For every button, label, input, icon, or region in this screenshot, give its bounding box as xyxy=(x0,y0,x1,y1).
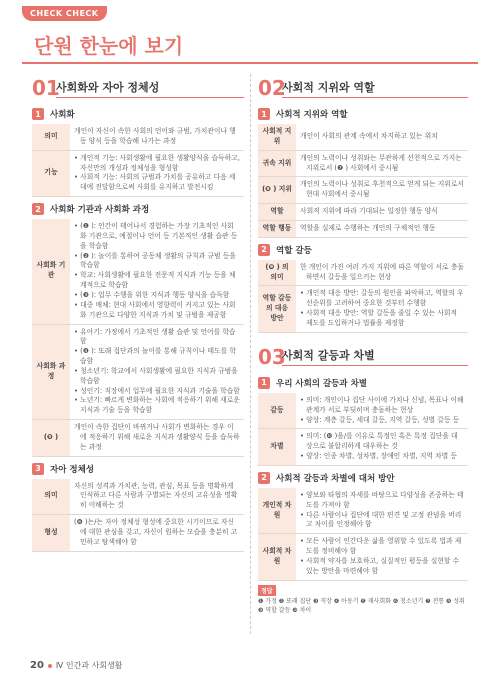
table-row xyxy=(32,324,244,420)
content-list xyxy=(300,154,464,174)
summary-table xyxy=(258,124,468,238)
list-item: 개인이 사회의 관계 속에서 차지하고 있는 위치 xyxy=(300,131,438,140)
subsection-header xyxy=(32,203,244,215)
list-item: • (❶ ): 인간이 태어나서 경험하는 가장 기초적인 사회화 기관으로, 예절이나 언어 등 기본적인 생활 습관 등을 학습함 xyxy=(74,222,238,250)
row-label: 역할 xyxy=(258,204,296,221)
row-content xyxy=(296,204,468,221)
row-content xyxy=(70,479,244,515)
table-row xyxy=(32,420,244,457)
list-item: 개인이 자신이 속한 사회의 언어와 규범, 가치관이나 행동 양식 등을 학습해 나가는 과정 xyxy=(74,127,236,145)
title-divider xyxy=(22,62,478,64)
list-item: 개인의 노력이나 성취로 후천적으로 얻게 되는 지위로서 현대 사회에서 중시됨 xyxy=(300,180,464,199)
list-item: • 다른 사람이나 집단에 대한 편견 및 고정 관념을 버리고 차이를 인정해야 함 xyxy=(300,510,462,529)
row-label: 기능 xyxy=(32,150,70,196)
row-label: 귀속 지위 xyxy=(258,150,296,177)
row-content xyxy=(70,324,244,420)
content-list xyxy=(74,423,240,453)
row-label: (❽ ) 지위 xyxy=(258,177,296,204)
list-item: • 노년기: 빠르게 변화하는 사회에 적응하기 위해 새로운 지식과 기술 등을 학습함 xyxy=(74,396,240,415)
row-label: 역할 행동 xyxy=(258,220,296,237)
table-row xyxy=(258,177,468,204)
answer-key xyxy=(258,585,468,614)
table-row xyxy=(32,124,244,150)
list-item: • 학교: 사회생활에 필요한 전문적 지식과 기능 등을 체계적으로 학습함 xyxy=(74,271,236,290)
summary-table xyxy=(258,488,468,581)
row-content xyxy=(296,534,468,580)
content-list xyxy=(300,289,464,328)
list-item: • 유아기: 가정에서 기초적인 생활 습관 및 언어를 학습함 xyxy=(74,327,236,346)
subsection-number: 1 xyxy=(32,108,44,120)
list-item: • 의미: 개인이나 집단 사이에 가치나 신념, 목표나 이해관계가 서로 부딪히며 충돌하는 현상 xyxy=(300,395,464,414)
content-list xyxy=(300,263,464,283)
row-label: 형성 xyxy=(32,515,70,552)
footer-dot-icon xyxy=(48,664,52,668)
section-title: 사회적 지위와 역할 xyxy=(282,79,468,98)
subsection-header xyxy=(258,244,468,256)
left-subsections xyxy=(32,108,244,552)
row-content xyxy=(296,429,468,466)
subsection-header xyxy=(258,377,468,389)
table-row xyxy=(258,150,468,177)
table-row xyxy=(258,393,468,429)
left-column xyxy=(32,68,244,552)
right-subsections-02 xyxy=(258,108,468,333)
subsection-title: 사회화 기관과 사회화 과정 xyxy=(50,205,150,216)
row-label: 사회화 과정 xyxy=(32,324,70,420)
list-item: 사회적 지위에 따라 기대되는 일정한 행동 양식 xyxy=(300,207,438,216)
subsection-title: 사회적 갈등과 차별에 대처 방안 xyxy=(276,473,395,484)
column-divider xyxy=(250,74,251,634)
summary-table xyxy=(258,393,468,466)
row-label: 의미 xyxy=(32,479,70,515)
right-column xyxy=(258,68,468,614)
section-title: 사회적 갈등과 차별 xyxy=(282,347,468,366)
list-item: (❻ )는/는 자아 정체성 형성에 중요한 시기이므로 자신에 대한 관심을 갖고, 자신이 원하는 모습을 충분히 고민하고 탐색해야 함 xyxy=(74,518,238,546)
table-row xyxy=(258,204,468,221)
list-item: • 청소년기: 학교에서 사회생활에 필요한 지식과 규범을 학습함 xyxy=(74,366,238,385)
right-subsections-03 xyxy=(258,377,468,581)
table-row xyxy=(32,479,244,515)
subsection-number: 2 xyxy=(258,244,270,256)
page-title: 단원 한눈에 보기 xyxy=(34,34,184,58)
row-content xyxy=(70,515,244,552)
section-title: 사회화와 자아 정체성 xyxy=(56,79,244,98)
table-row xyxy=(32,515,244,552)
row-content xyxy=(296,286,468,332)
row-content xyxy=(296,220,468,237)
answer-key-text: ❶ 가정 ❷ 또래 집단 ❸ 직장 ❹ 아동기 ❺ 재사회화 ❻ 청소년기 ❼ 전통 ❽ 성취 ❾ 역할 갈등 ❿ 차이 xyxy=(258,597,465,614)
row-content xyxy=(70,124,244,150)
row-label: 사회적 지위 xyxy=(258,124,296,150)
list-item: • 양상: 인종 차별, 성차별, 장애인 차별, 지역 차별 등 xyxy=(300,452,457,461)
section-number: 03 xyxy=(258,344,286,369)
section-number: 02 xyxy=(258,76,286,100)
list-item: • 의미: (❿ )을/를 이유로 특정인 혹은 특정 집단을 대상으로 불합리하게 대우하는 것 xyxy=(300,432,458,451)
chapter-label: Ⅳ 인간과 사회생활 xyxy=(55,661,123,670)
row-label: (❾ ) 의 의미 xyxy=(258,260,296,286)
list-item: • 사회적 약자를 보호하고, 실질적인 평등을 실현할 수 있는 방안을 마련해야 함 xyxy=(300,556,460,575)
table-row xyxy=(258,534,468,580)
subsection-number: 2 xyxy=(258,472,270,484)
row-label: 갈등 xyxy=(258,393,296,429)
subsection-number: 1 xyxy=(258,108,270,120)
summary-table xyxy=(32,479,244,552)
list-item: 한 개인이 가진 여러 가지 지위에 따른 역할이 서로 충돌하면서 갈등을 일으키는 현상 xyxy=(300,262,464,281)
list-item: 개인의 노력이나 성취와는 무관하게 선천적으로 가지는 지위로서 (❼ ) 사회에서 중시됨 xyxy=(300,153,462,172)
subsection-title: 사회화 xyxy=(50,110,75,120)
subsection-title: 역할 갈등 xyxy=(276,245,312,256)
list-item: 역할을 실제로 수행하는 개인의 구체적인 행동 xyxy=(300,223,436,232)
content-list xyxy=(300,491,464,530)
list-item: • 사회적 대응 방안: 역할 갈등을 줄일 수 있는 사회적 제도를 도입하거나 법률을 제정함 xyxy=(300,309,458,327)
content-list xyxy=(74,482,240,512)
check-check-badge: CHECK CHECK xyxy=(22,6,107,21)
summary-table xyxy=(32,124,244,197)
list-item: • 대중 매체: 현대 사회에서 영향력이 커지고 있는 사회화 기관으로 다양한 지식과 가치 및 규범을 제공함 xyxy=(74,300,236,319)
list-item: • 모든 사람이 인간다운 삶을 영위할 수 있도록 법과 제도를 정비해야 함 xyxy=(300,537,462,556)
content-list xyxy=(300,224,464,234)
table-row xyxy=(32,219,244,324)
subsection-header xyxy=(258,108,468,120)
row-label: 사회화 기관 xyxy=(32,219,70,324)
list-item: • 사회적 기능: 사회의 규범과 가치를 공유하고 다음 세대에 전달함으로써 사회를 유지하고 발전시킴 xyxy=(74,173,236,192)
row-content xyxy=(70,219,244,324)
row-label: 역할 갈등의 대응 방안 xyxy=(258,286,296,332)
list-item: • 개인적 대응 방안: 갈등의 원인을 파악하고, 역할의 우선순위를 고려하여 중요한 것부터 수행함 xyxy=(300,289,464,308)
content-list xyxy=(74,154,240,193)
subsection-number: 2 xyxy=(32,203,44,215)
table-row xyxy=(258,488,468,534)
list-item: • 개인적 기능: 사회생활에 필요한 생활양식을 습득하고, 자신만의 개성과 정체성을 형성함 xyxy=(74,153,240,172)
row-content xyxy=(296,488,468,534)
table-row xyxy=(32,150,244,196)
section-header-02 xyxy=(258,74,468,102)
content-list xyxy=(300,396,464,426)
list-item: • 양보와 타협의 자세를 바탕으로 다양성을 존중하는 태도를 가져야 함 xyxy=(300,490,464,509)
list-item: • 성인기: 직장에서 업무에 필요한 지식과 기술을 학습함 xyxy=(74,386,240,395)
content-list xyxy=(300,207,464,217)
row-content xyxy=(296,124,468,150)
section-number: 01 xyxy=(32,76,60,100)
content-list xyxy=(74,518,240,548)
row-label: 의미 xyxy=(32,124,70,150)
subsection-header xyxy=(258,472,468,484)
content-list xyxy=(74,127,240,147)
row-label: (❺ ) xyxy=(32,420,70,457)
table-row xyxy=(258,124,468,150)
page-number: 20 xyxy=(30,660,44,671)
summary-table xyxy=(258,260,468,333)
row-label: 사회적 차원 xyxy=(258,534,296,580)
row-content xyxy=(296,260,468,286)
content-list xyxy=(74,222,240,320)
list-item: • 양상: 계층 갈등, 세대 갈등, 지역 갈등, 성별 갈등 등 xyxy=(300,415,460,424)
row-content xyxy=(296,393,468,429)
table-row xyxy=(258,260,468,286)
subsection-number: 3 xyxy=(32,463,44,475)
row-content xyxy=(296,150,468,177)
subsection-header xyxy=(32,108,244,120)
content-list xyxy=(300,180,464,200)
list-item: • (❸ ): 업무 수행을 위한 지식과 행동 양식을 습득함 xyxy=(74,290,230,299)
content-list xyxy=(300,537,464,576)
list-item: • (❹ ): 또래 집단과의 놀이를 통해 규칙이나 태도를 학습함 xyxy=(74,347,236,366)
content-list xyxy=(74,328,240,417)
section-header-03 xyxy=(258,343,468,371)
list-item: • (❷ ): 놀이를 통하여 공동체 생활의 규칙과 규범 등을 학습함 xyxy=(74,251,236,270)
list-item: 자신의 성격과 가치관, 능력, 관심, 목표 등을 명확하게 인식하고 다른 사람과 구별되는 자신의 고유성을 명확히 이해하는 것 xyxy=(74,481,238,510)
subsection-number: 1 xyxy=(258,377,270,389)
list-item: 개인이 속한 집단이 바뀌거나 사회가 변화하는 경우 이에 적응하기 위해 새로운 지식과 생활양식 등을 습득하는 과정 xyxy=(74,423,240,451)
subsection-title: 자아 정체성 xyxy=(50,464,95,475)
section-header-01 xyxy=(32,74,244,102)
table-row xyxy=(258,429,468,466)
row-content xyxy=(70,420,244,457)
subsection-title: 사회적 지위와 역할 xyxy=(276,110,348,120)
row-label: 차별 xyxy=(258,429,296,466)
content-list xyxy=(300,432,464,462)
row-content xyxy=(70,150,244,196)
table-row xyxy=(258,220,468,237)
answer-key-label: 정답 xyxy=(258,585,276,596)
subsection-header xyxy=(32,463,244,475)
content-list xyxy=(300,132,464,142)
row-label: 개인적 차원 xyxy=(258,488,296,534)
summary-table xyxy=(32,219,244,457)
table-row xyxy=(258,286,468,332)
page-footer xyxy=(30,660,123,671)
subsection-title: 우리 사회의 갈등과 차별 xyxy=(276,378,367,389)
row-content xyxy=(296,177,468,204)
